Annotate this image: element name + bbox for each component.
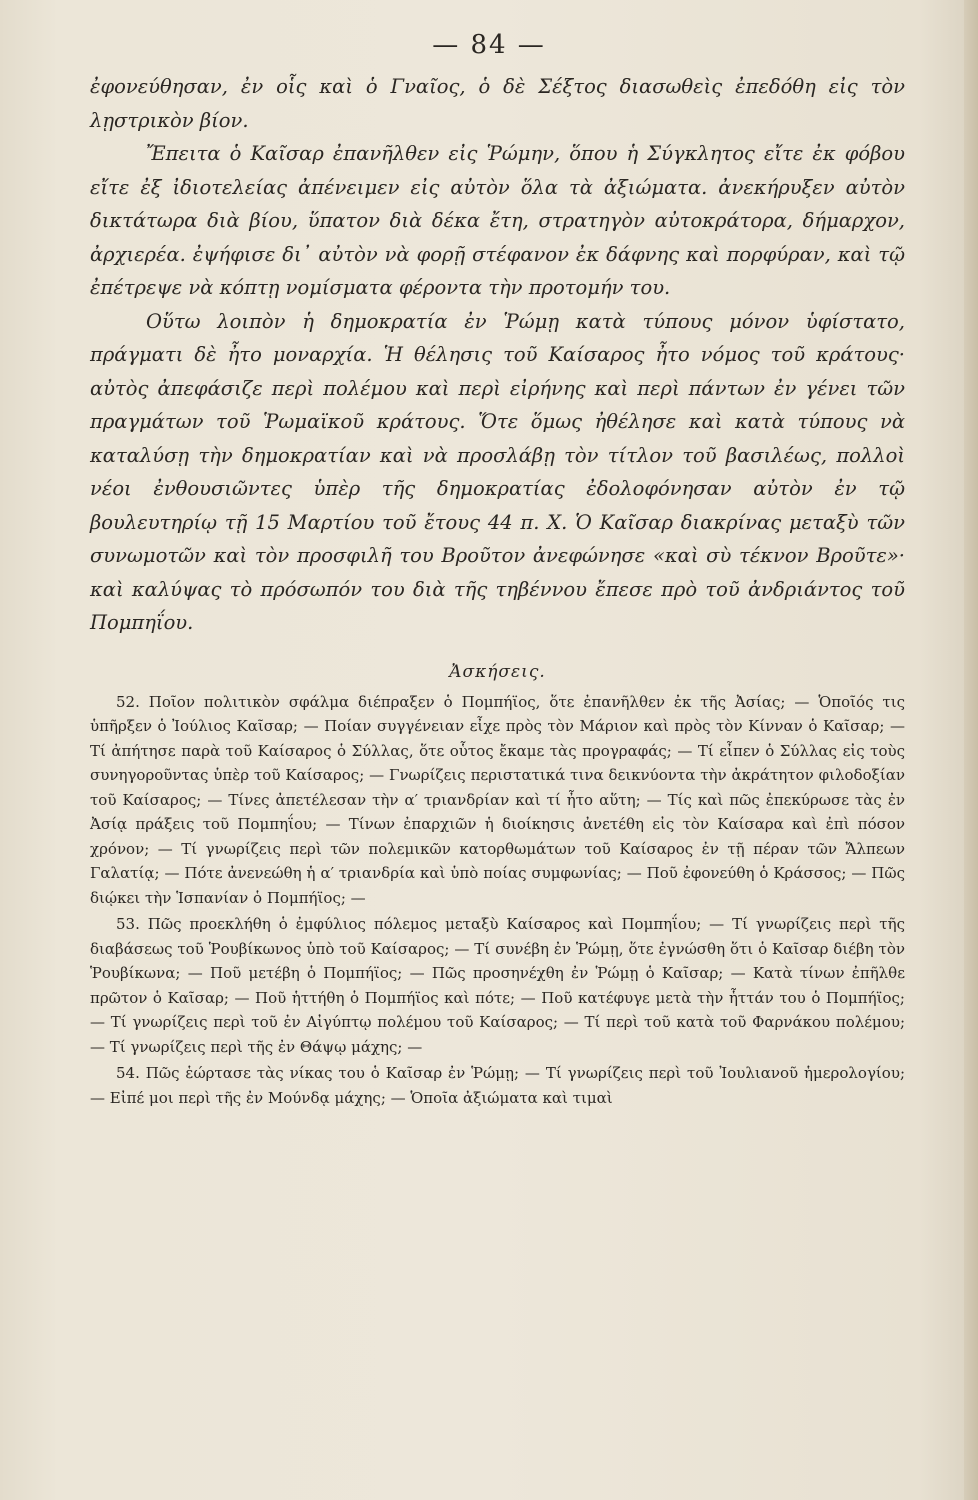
exercise-54: 54. Πῶς ἑώρτασε τὰς νίκας του ὁ Καῖσαρ ἐν Ῥώμῃ; — Τί γνωρίζεις περὶ τοῦ Ἰουλιανοῦ ἡμερολογίου; — Εἰπέ μοι περὶ τῆς ἐν Μούνδᾳ μάχης; — Ὁποῖα ἀξιώματα καὶ τιμαὶ (90, 1064, 905, 1107)
paragraph-1: ἐφονεύθησαν, ἐν οἷς καὶ ὁ Γναῖος, ὁ δὲ Σέξτος διασωθεὶς ἐπεδόθη εἰς τὸν λῃστρικὸν βίον. (90, 75, 905, 132)
exercise-53: 53. Πῶς προεκλήθη ὁ ἐμφύλιος πόλεμος μεταξὺ Καίσαρος καὶ Πομπηΐου; — Τί γνωρίζεις περὶ τῆς διαβάσεως τοῦ Ῥουβίκωνος ὑπὸ τοῦ Καίσαρος; — Τί συνέβη ἐν Ῥώμῃ, ὅτε ἐγνώσθη ὅτι ὁ Καῖσαρ διέβη τὸν Ῥουβίκωνα; — Ποῦ μετέβη ὁ Πομπήϊος; — Πῶς προσηνέχθη ἐν Ῥώμῃ ὁ Καῖσαρ; — Κατὰ τίνων ἐπῆλθε πρῶτον ὁ Καῖσαρ; — Ποῦ ἡττήθη ὁ Πομπήϊος καὶ πότε; — Ποῦ κατέφυγε μετὰ τὴν ἧττάν του ὁ Πομπήϊος; — Τί γνωρίζεις περὶ τοῦ ἐν Αἰγύπτῳ πολέμου τοῦ Καίσαρος; — Τί περὶ τοῦ κατὰ τοῦ Φαρνάκου πολέμου; — Τί γνωρίζεις περὶ τῆς ἐν Θάψῳ μάχης; — (90, 915, 905, 1056)
exercise-52: 52. Ποῖον πολιτικὸν σφάλμα διέπραξεν ὁ Πομπήϊος, ὅτε ἐπανῆλθεν ἐκ τῆς Ἀσίας; — Ὁποῖός τις ὑπῆρξεν ὁ Ἰούλιος Καῖσαρ; — Ποίαν συγγένειαν εἶχε πρὸς τὸν Μάριον καὶ πρὸς τὸν Κίνναν ὁ Καῖσαρ; — Τί ἀπήτησε παρὰ τοῦ Καίσαρος ὁ Σύλλας, ὅτε οὗτος ἔκαμε τὰς προγραφάς; — Τί εἶπεν ὁ Σύλλας εἰς τοὺς συνηγοροῦντας ὑπὲρ τοῦ Καίσαρος; — Γνωρίζεις περιστατικά τινα δεικνύοντα τὴν ἀκράτητον φιλοδοξίαν τοῦ Καίσαρος; — Τίνες ἀπετέλεσαν τὴν α′ τριανδρίαν καὶ τί ἦτο αὕτη; — Τίς καὶ πῶς ἐπεκύρωσε τὰς ἐν Ἀσίᾳ πράξεις τοῦ Πομπηΐου; — Τίνων ἐπαρχιῶν ἡ διοίκησις ἀνετέθη εἰς τὸν Καίσαρα καὶ ἐπὶ πόσον χρόνον; — Τί γνωρίζεις περὶ τῶν πολεμικῶν κατορθωμάτων τοῦ Καίσαρος ἐν τῇ πέραν τῶν Ἄλπεων Γαλατίᾳ; — Πότε ἀνενεώθη ἡ α′ τριανδρία καὶ ὑπὸ ποίας συμφωνίας; — Ποῦ ἐφονεύθη ὁ Κράσσος; — Πῶς διῴκει τὴν Ἱσπανίαν ὁ Πομπήϊος; — (90, 692, 905, 907)
paragraph-2: Ἔπειτα ὁ Καῖσαρ ἐπανῆλθεν εἰς Ῥώμην, ὅπου ἡ Σύγκλητος εἴτε ἐκ φόβου εἴτε ἐξ ἰδιοτελείας ἀπένειμεν εἰς αὐτὸν ὅλα τὰ ἀξιώματα. ἀνεκήρυξεν αὐτὸν δικτάτωρα διὰ βίου, ὕπατον διὰ δέκα ἔτη, στρατηγὸν αὐτοκράτορα, δήμαρχον, ἀρχιερέα. ἐψήφισε δι᾽ αὐτὸν νὰ φορῇ στέφανον ἐκ δάφνης καὶ πορφύραν, καὶ τῷ ἐπέτρεψε νὰ κόπτῃ νομίσματα φέροντα τὴν προτομήν του. (90, 142, 905, 299)
page-edge (964, 0, 978, 1500)
paragraph-3: Οὕτω λοιπὸν ἡ δημοκρατία ἐν Ῥώμῃ κατὰ τύπους μόνον ὑφίστατο, πράγματι δὲ ἦτο μοναρχία. Ἡ θέλησις τοῦ Καίσαρος ἦτο νόμος τοῦ κράτους· αὐτὸς ἀπεφάσιζε περὶ πολέμου καὶ περὶ εἰρήνης καὶ περὶ πάντων ἐν γένει τῶν πραγμάτων τοῦ Ῥωμαϊκοῦ κράτους. Ὅτε ὅμως ἠθέλησε καὶ κατὰ τύπους νὰ καταλύσῃ τὴν δημοκρατίαν καὶ νὰ προσλάβῃ τὸν τίτλον τοῦ βασιλέως, πολλοὶ νέοι ἐνθουσιῶντες ὑπὲρ τῆς δημοκρατίας ἐδολοφόνησαν αὐτὸν ἐν τῷ βουλευτηρίῳ τῇ 15 Μαρτίου τοῦ ἔτους 44 π. Χ. Ὁ Καῖσαρ διακρίνας μεταξὺ τῶν συνωμοτῶν καὶ τὸν προσφιλῆ του Βροῦτον ἀνεφώνησε «καὶ σὺ τέκνον Βροῦτε»· καὶ καλύψας τὸ πρόσωπόν του διὰ τῆς τηβέννου ἔπεσε πρὸ τοῦ ἀνδριάντος τοῦ Πομπηΐου. (90, 309, 905, 634)
page-body (90, 70, 905, 1112)
exercises-heading: Ἀσκήσεις. (449, 661, 546, 682)
page-number: — 84 — (432, 30, 546, 60)
